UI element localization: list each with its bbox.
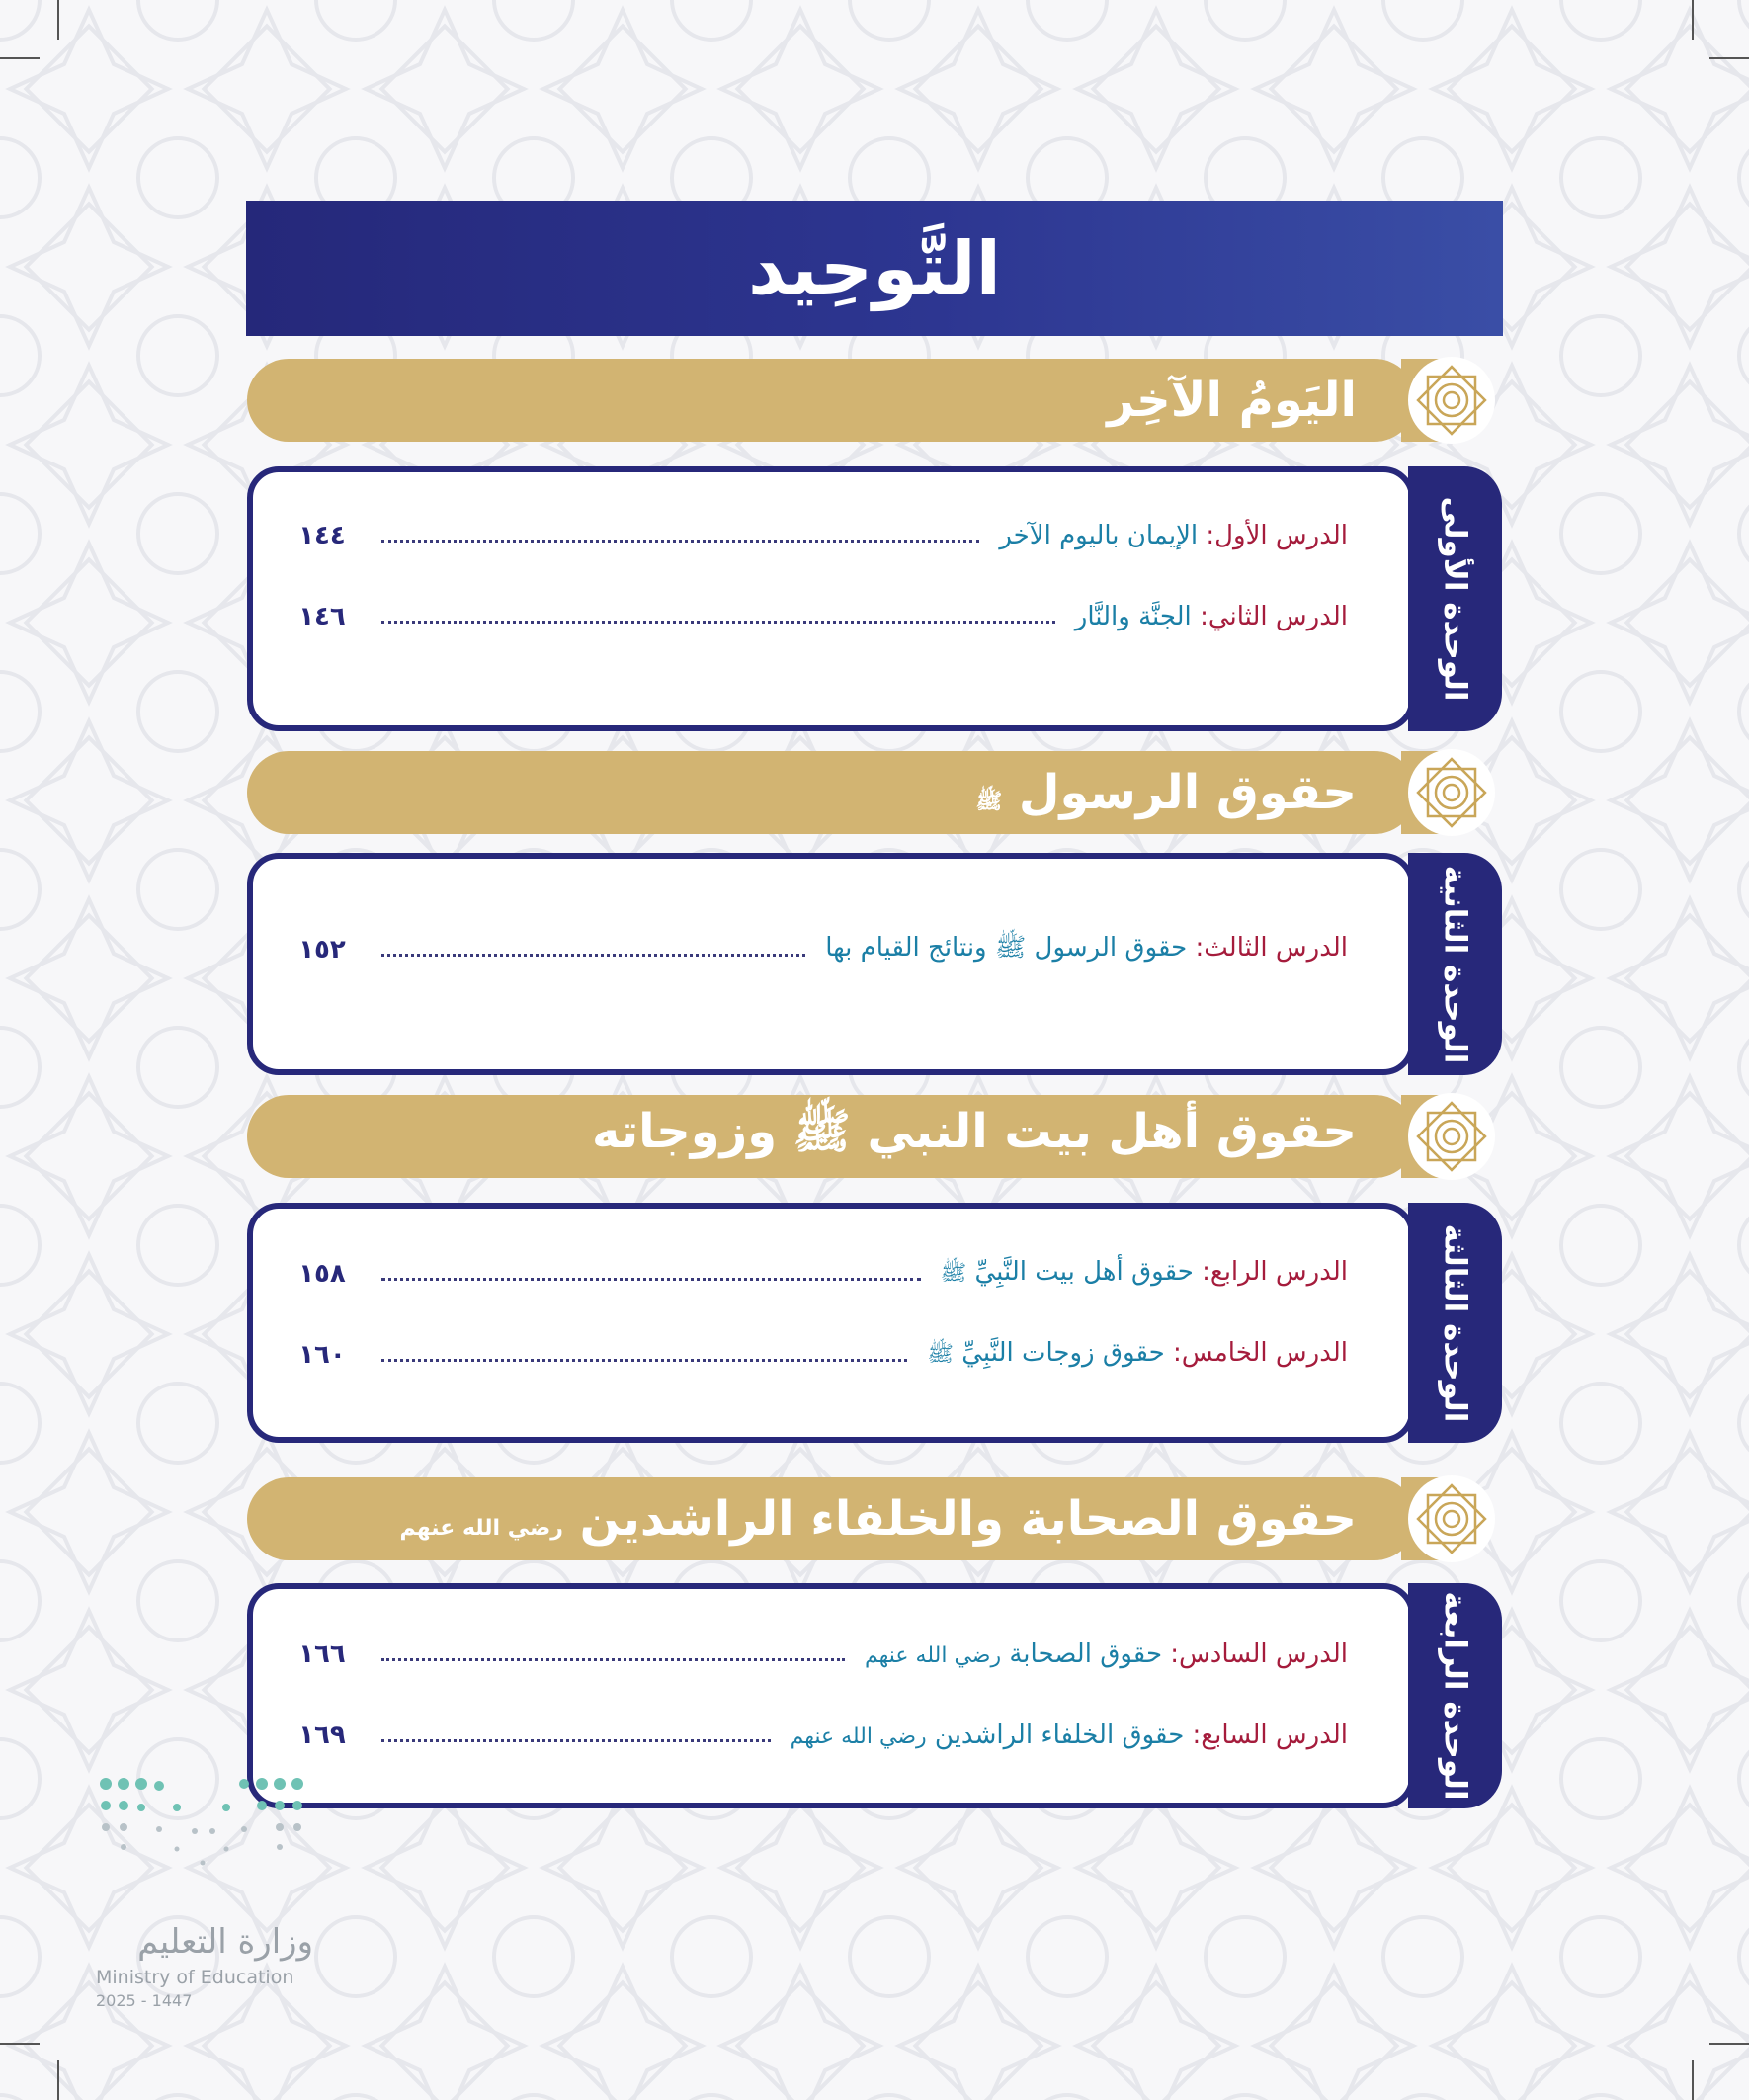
honorific: رضي الله عنهم [790, 1724, 927, 1749]
lesson-title: حقوق أهل بيت النَّبِيِّ [974, 1257, 1194, 1287]
lesson-entry [791, 1721, 1409, 1750]
unit-tab-4[interactable] [1408, 1583, 1502, 1808]
crop-mark [57, 2060, 59, 2100]
honorific: ﷺ [940, 1261, 967, 1286]
lesson-entry [941, 1257, 1409, 1291]
unit-tab-label: الوحدة الرابعة [1437, 1591, 1473, 1801]
lesson-box-unit-2 [247, 853, 1415, 1075]
lesson-row[interactable] [253, 595, 1409, 638]
edition-year: 2025 - 1447 [96, 1991, 193, 2010]
lesson-entry [865, 1639, 1409, 1669]
lesson-label: الدرس الرابع: [1202, 1257, 1348, 1287]
crop-mark [57, 0, 59, 40]
page-number: ١٦٠ [298, 1340, 346, 1370]
unit-title: حقوق أهل بيت النبي ﷺ وزوجاته [592, 1103, 1357, 1159]
lesson-title: حقوق الخلفاء الراشدين [934, 1721, 1185, 1750]
dot-leader [381, 1359, 907, 1362]
lesson-entry [825, 931, 1409, 968]
honorific: ﷺ [927, 1342, 954, 1367]
ministry-logo [96, 1774, 333, 2010]
lesson-label: الدرس الأول: [1206, 521, 1348, 550]
unit-bar-1 [247, 359, 1416, 442]
crop-mark [1709, 57, 1749, 59]
lesson-row[interactable] [253, 1333, 1409, 1377]
unit-title [400, 1491, 1358, 1547]
honorific: رضي الله عنهم [399, 1516, 563, 1541]
honorific: رضي الله عنهم [865, 1643, 1002, 1668]
unit-title: اليَومُ الآخِر [1107, 373, 1357, 428]
dot-leader [381, 1739, 771, 1742]
lesson-box-unit-1 [247, 466, 1415, 731]
lesson-row[interactable] [253, 928, 1409, 971]
page-number: ١٦٩ [298, 1721, 346, 1750]
unit-tab-label: الوحدة الأولى [1437, 496, 1473, 702]
rosette-icon [1406, 1091, 1497, 1182]
page-number: ١٤٤ [298, 521, 346, 550]
page-number: ١٥٨ [298, 1259, 346, 1289]
lesson-title: الجنَّة والنَّار [1074, 602, 1192, 631]
rosette-icon [1406, 1473, 1497, 1564]
lesson-title: حقوق زوجات النَّبِيِّ [961, 1338, 1165, 1368]
rosette-icon [1406, 355, 1497, 446]
ministry-logo-icon [96, 1774, 313, 1873]
unit-tab-2[interactable] [1408, 853, 1502, 1075]
crop-mark [1692, 2060, 1694, 2100]
dot-leader [381, 1278, 921, 1281]
ministry-name-ar: وزارة التعليم [137, 1922, 313, 1962]
unit-bar-3 [247, 1095, 1416, 1178]
lesson-row[interactable] [253, 1252, 1409, 1296]
lesson-box-unit-4 [247, 1583, 1415, 1808]
crop-mark [0, 2043, 40, 2045]
lesson-label: الدرس الخامس: [1172, 1338, 1348, 1368]
unit-tab-3[interactable] [1408, 1203, 1502, 1443]
unit-title-text: حقوق الصحابة والخلفاء الراشدين [579, 1491, 1357, 1547]
unit-title-text: حقوق الرسول [1018, 765, 1357, 820]
lesson-row[interactable] [253, 1714, 1409, 1757]
lesson-label: الدرس الثاني: [1200, 602, 1348, 631]
unit-bar-4 [247, 1477, 1416, 1560]
unit-tab-1[interactable] [1408, 466, 1502, 731]
dot-leader [381, 954, 805, 957]
lesson-title: حقوق الصحابة [1009, 1639, 1163, 1669]
lesson-row[interactable] [253, 514, 1409, 557]
crop-mark [1692, 0, 1694, 40]
dot-leader [381, 621, 1055, 624]
honorific: ﷺ [975, 790, 1003, 814]
rosette-icon [1406, 747, 1497, 838]
lesson-row[interactable] [253, 1633, 1409, 1676]
dot-leader [381, 1658, 845, 1661]
lesson-title: حقوق الرسول ﷺ ونتائج القيام بها [825, 933, 1188, 963]
lesson-entry [927, 1338, 1409, 1372]
dot-leader [381, 540, 979, 543]
title-banner [246, 201, 1503, 336]
lesson-entry [999, 521, 1409, 550]
page-number: ١٥٢ [298, 935, 346, 965]
unit-tab-label: الوحدة الثانية [1437, 865, 1473, 1063]
unit-tab-label: الوحدة الثالثة [1437, 1223, 1473, 1422]
page-number: ١٦٦ [298, 1639, 346, 1669]
lesson-label: الدرس الثالث: [1195, 933, 1348, 963]
lesson-entry [1075, 602, 1409, 631]
crop-mark [1709, 2043, 1749, 2045]
crop-mark [0, 57, 40, 59]
page-title: التَّوحِيد [747, 225, 1002, 311]
lesson-title: الإيمان باليوم الآخر [999, 521, 1199, 550]
lesson-label: الدرس السادس: [1170, 1639, 1348, 1669]
ministry-name-en: Ministry of Education [96, 1967, 294, 1988]
unit-bar-2 [247, 751, 1416, 834]
lesson-box-unit-3 [247, 1203, 1415, 1443]
page-number: ١٤٦ [298, 602, 346, 631]
unit-title [976, 765, 1357, 820]
lesson-label: الدرس السابع: [1192, 1721, 1348, 1750]
